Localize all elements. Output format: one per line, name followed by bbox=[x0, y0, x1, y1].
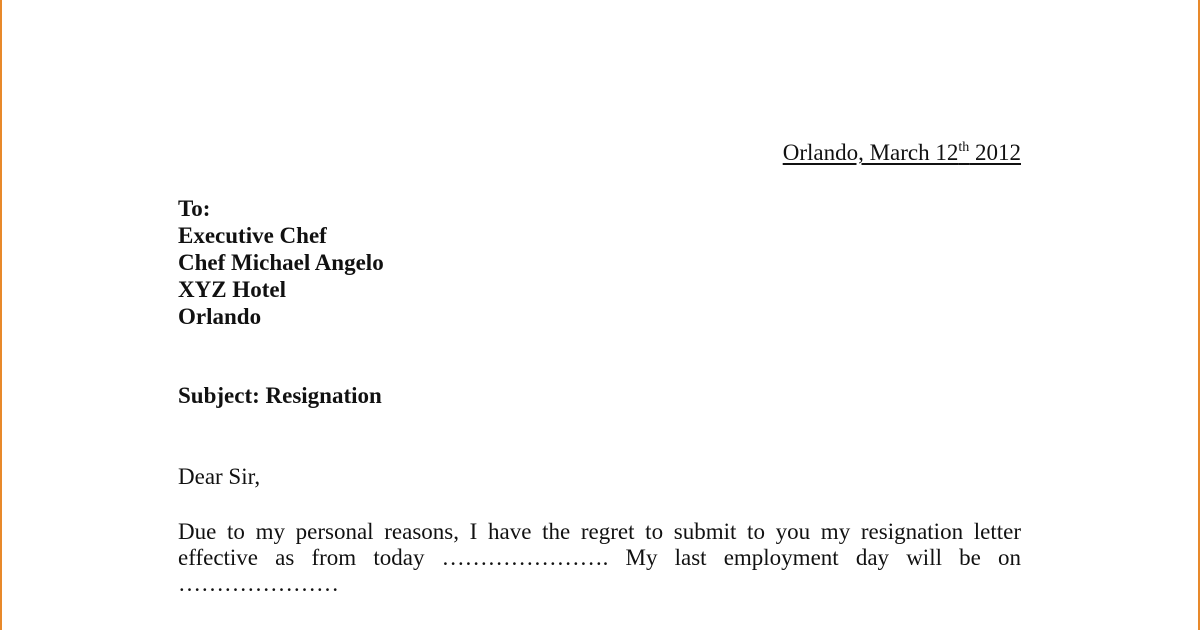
body-line-1: Due to my personal reasons, I have the regret to submit to you my resignation letter bbox=[178, 519, 1021, 544]
date-ordinal-suffix: th bbox=[958, 140, 970, 155]
subject-line: Subject: Resignation bbox=[178, 383, 382, 408]
date-year: 2012 bbox=[969, 140, 1021, 165]
body-line-3: ………………… bbox=[178, 571, 339, 596]
recipient-city: Orlando bbox=[178, 304, 262, 329]
letter-date bbox=[783, 140, 1021, 166]
resignation-letter bbox=[178, 0, 1021, 630]
recipient-name: Chef Michael Angelo bbox=[178, 250, 384, 275]
recipient-organization: XYZ Hotel bbox=[178, 277, 286, 302]
recipient-title: Executive Chef bbox=[178, 223, 327, 248]
recipient-to-label: To: bbox=[178, 196, 211, 221]
body-line-2: effective as from today …………………. My last employment day will be on bbox=[178, 545, 1021, 570]
date-prefix: Orlando, March 12 bbox=[782, 140, 959, 165]
body-paragraph bbox=[178, 519, 1021, 597]
recipient-block bbox=[178, 195, 384, 330]
salutation: Dear Sir, bbox=[178, 464, 261, 489]
